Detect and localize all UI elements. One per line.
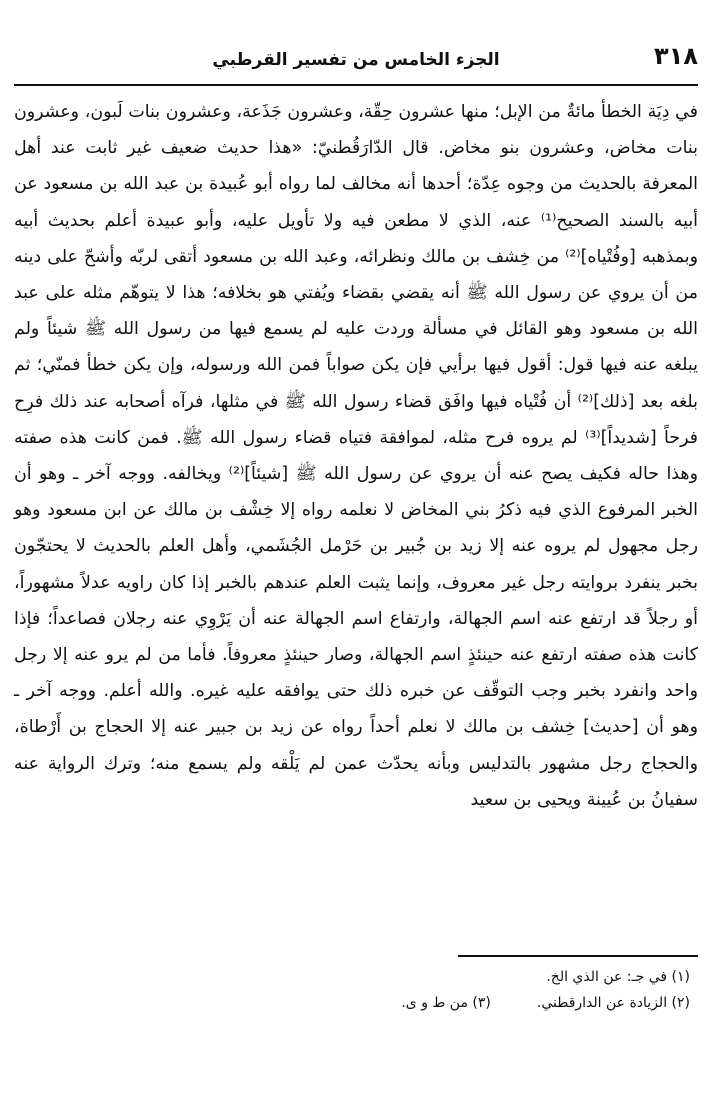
footnote-3: (٣) من ط و ى. [401, 995, 491, 1011]
footnote-2: (٢) الزيادة عن الدارقطني. [536, 995, 690, 1011]
footnote-row [270, 964, 690, 990]
footnote-1: (١) في جـ: عن الذي الخ. [546, 969, 690, 985]
page-number: ٣١٨ [654, 42, 698, 70]
running-title: الجزء الخامس من تفسير القرطبي [212, 50, 500, 70]
page-header [14, 40, 698, 86]
footnote-row [270, 990, 690, 1016]
book-page [14, 40, 698, 1080]
body-paragraph: في دِيَة الخطأ مائةٌ من الإبل؛ منها عشرون حِقّة، وعشرون جَذَعة، وعشرون بنات لَبون، وعشرون بنات مخاض، وعشرون بنو مخاض. قال الدّارَقُطنيّ: «هذا حديث ضعيف غير ثابت عند أهل المعرفة بالحديث من وجوه عِدّة؛ أحدها أنه مخالف لما رواه أبو عُبيدة بن عبد الله بن مسعود عن أبيه بالسند الصحيح⁽¹⁾ عنه، الذي لا مطعن فيه ولا تأويل عليه، وأبو عبيدة أعلم بحديث أبيه وبمذهبه [وفُتْياه]⁽²⁾ من خِشف بن مالك ونظرائه، وعبد الله بن مسعود أتقى لربّه وأشحّ على دينه من أن يروي عن رسول الله ﷺ أنه يقضي بقضاء ويُفتي هو بخلافه؛ هذا لا يتوهّم مثله على عبد الله بن مسعود وهو القائل في مسألة وردت عليه لم يسمع فيها من رسول الله ﷺ شيئاً ولم يبلغه عنه فيها قول: أقول فيها برأيي فإن يكن صواباً فمن الله ورسوله، وإن يكن خطأ فمنّي؛ ثم بلغه بعد [ذلك]⁽²⁾ أن فُتْياه فيها وافَق قضاء رسول الله ﷺ في مثلها، فرآه أصحابه عند ذلك فرِح فرحاً [شديداً]⁽³⁾ لم يروه فرح مثله، لموافقة فتياه قضاء رسول الله ﷺ. فمن كانت هذه صفته وهذا حاله فكيف يصح عنه أن يروي عن رسول الله ﷺ [شيئاً]⁽²⁾ ويخالفه. ووجه آخر ـ وهو أن الخبر المرفوع الذي فيه ذكرُ بني المخاض لا نعلمه رواه إلا خِشْف بن مالك عن ابن مسعود وهو رجل مجهول لم يروه عنه إلا زيد بن جُبير بن حَرْمل الجُشَمي، وأهل العلم بالحديث لا يحتجّون بخبر ينفرد بروايته رجل غير معروف، وإنما يثبت العلم عندهم بالخبر إذا كان راويه عدلاً مشهوراً، أو رجلاً قد ارتفع عنه اسم الجهالة، وارتفاع اسم الجهالة عنه أن يَرْوِي عنه رجلان فصاعداً؛ فإذا كانت هذه صفته ارتفع عنه حينئذٍ اسم الجهالة، وصار حينئذٍ معروفاً. فأما من لم يرو عنه إلا رجل واحد وانفرد بخبر وجب التوقّف عن خبره ذلك حتى يوافقه عليه غيره. والله أعلم. ووجه آخر ـ وهو أن [حديث] خِشف بن مالك لا نعلم أحداً رواه عن زيد بن جبير عنه إلا الحجاج بن أَرْطاة، والحجاج رجل مشهور بالتدليس وبأنه يحدّث عمن لم يَلْقه ولم يسمع منه؛ وترك الرواية عنه سفيانُ بن عُيينة ويحيى بن سعيد [14, 102, 699, 810]
footnote-divider [458, 955, 698, 957]
footnotes [270, 964, 690, 1016]
main-text [14, 94, 698, 818]
